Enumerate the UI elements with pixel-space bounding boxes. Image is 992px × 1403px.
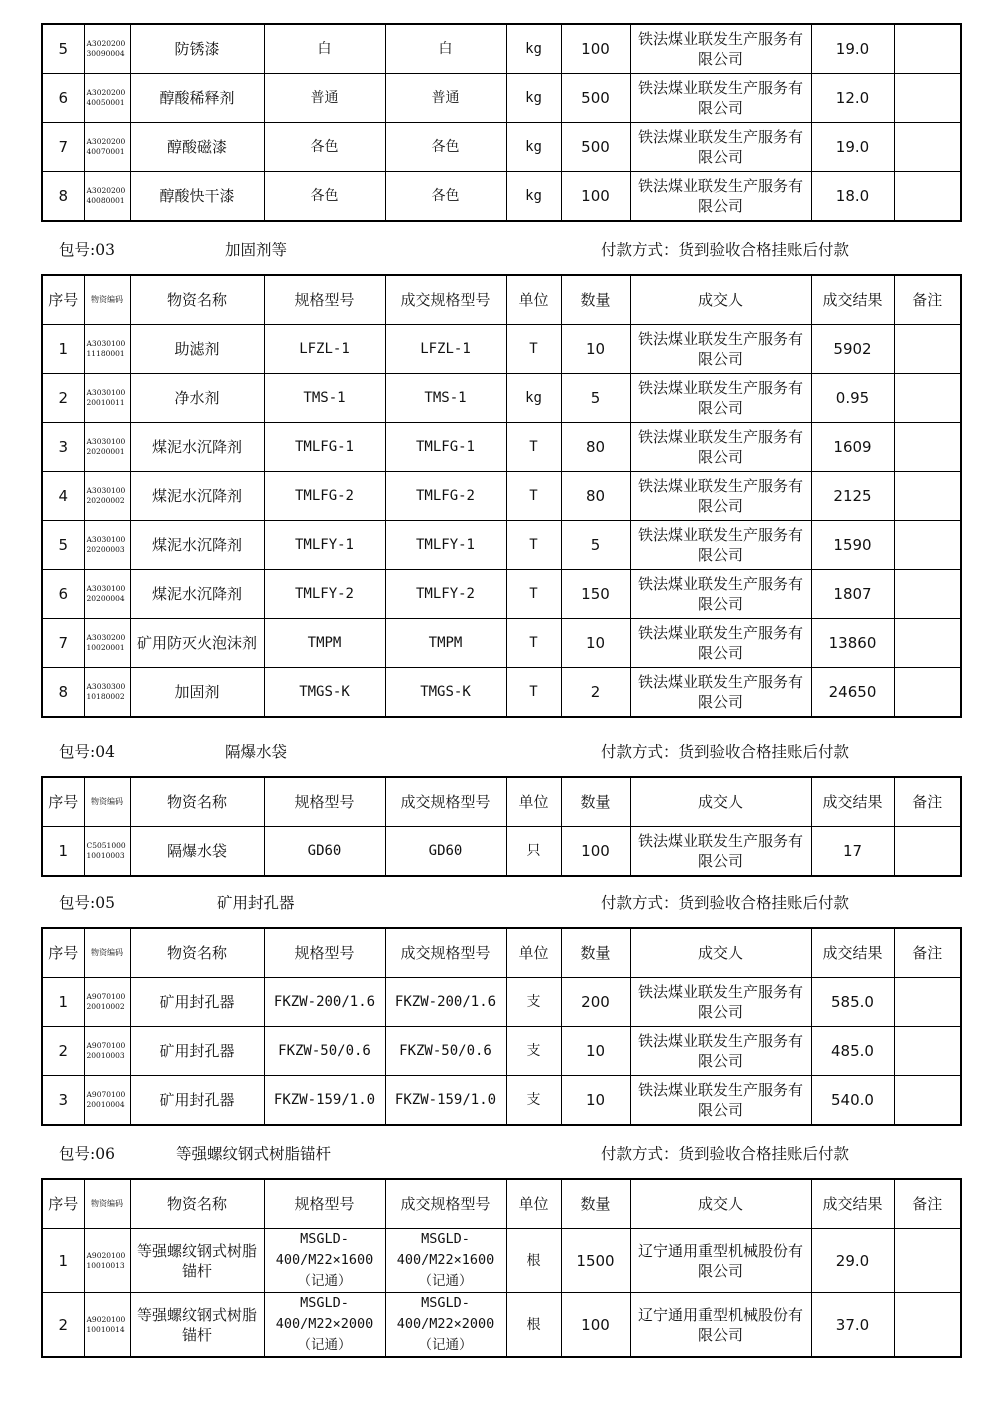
package-title: 矿用封孔器: [217, 894, 295, 912]
remark: [894, 668, 961, 718]
deal-result: 2125: [811, 472, 894, 521]
column-header: 备注: [894, 1179, 961, 1229]
spec-model: TMLFY-2: [264, 570, 385, 619]
quantity: 100: [561, 827, 630, 877]
column-header: 规格型号: [264, 777, 385, 827]
column-header: 数量: [561, 928, 630, 978]
material-name: 煤泥水沉降剂: [130, 521, 264, 570]
materials-table: [41, 274, 962, 718]
remark: [894, 521, 961, 570]
unit: 根: [506, 1229, 561, 1293]
deal-spec-model: TMS-1: [385, 374, 506, 423]
column-header: 成交人: [630, 928, 811, 978]
deal-result: 19.0: [811, 123, 894, 172]
column-header: 成交结果: [811, 275, 894, 325]
spec-model: MSGLD-400/M22×1600（记通）: [264, 1229, 385, 1293]
material-code: A3030100 20200004: [84, 570, 130, 619]
spec-model: TMPM: [264, 619, 385, 668]
material-name: 等强螺纹钢式树脂锚杆: [130, 1229, 264, 1293]
spec-model: GD60: [264, 827, 385, 877]
supplier: 辽宁通用重型机械股份有限公司: [630, 1229, 811, 1293]
spec-model: FKZW-159/1.0: [264, 1076, 385, 1126]
unit: kg: [506, 172, 561, 222]
unit: T: [506, 668, 561, 718]
supplier: 铁法煤业联发生产服务有限公司: [630, 668, 811, 718]
row-number: 5: [42, 521, 84, 570]
spec-model: 各色: [264, 123, 385, 172]
material-code: A3030100 20010011: [84, 374, 130, 423]
deal-spec-model: MSGLD-400/M22×1600（记通）: [385, 1229, 506, 1293]
spec-model: TMLFG-1: [264, 423, 385, 472]
deal-spec-model: 普通: [385, 74, 506, 123]
material-code: A9020100 10010013: [84, 1229, 130, 1293]
column-header: 成交规格型号: [385, 275, 506, 325]
table-row: [42, 24, 961, 74]
deal-result: 540.0: [811, 1076, 894, 1126]
column-header: 单位: [506, 777, 561, 827]
material-code: A3030300 10180002: [84, 668, 130, 718]
remark: [894, 1076, 961, 1126]
column-header: 物资编码: [84, 777, 130, 827]
table-row: [42, 1229, 961, 1293]
spec-model: TMLFG-2: [264, 472, 385, 521]
remark: [894, 619, 961, 668]
deal-result: 12.0: [811, 74, 894, 123]
row-number: 1: [42, 827, 84, 877]
remark: [894, 978, 961, 1027]
material-name: 矿用防灭火泡沫剂: [130, 619, 264, 668]
payment-terms: 付款方式：货到验收合格挂账后付款: [601, 894, 850, 912]
package-number: 包号:03: [59, 241, 115, 259]
deal-spec-model: TMPM: [385, 619, 506, 668]
column-header: 成交结果: [811, 1179, 894, 1229]
unit: T: [506, 325, 561, 374]
supplier: 铁法煤业联发生产服务有限公司: [630, 1027, 811, 1076]
materials-table: [41, 1178, 962, 1358]
remark: [894, 827, 961, 877]
material-code: A9070100 20010002: [84, 978, 130, 1027]
column-header: 物资编码: [84, 1179, 130, 1229]
deal-spec-model: FKZW-200/1.6: [385, 978, 506, 1027]
material-code: A9070100 20010004: [84, 1076, 130, 1126]
unit: T: [506, 521, 561, 570]
column-header: 成交人: [630, 1179, 811, 1229]
material-code: A3030100 20200002: [84, 472, 130, 521]
row-number: 3: [42, 423, 84, 472]
material-name: 隔爆水袋: [130, 827, 264, 877]
deal-spec-model: FKZW-50/0.6: [385, 1027, 506, 1076]
package-header: [59, 742, 939, 762]
column-header: 备注: [894, 777, 961, 827]
materials-table: [41, 23, 962, 222]
material-code: A3020200 40080001: [84, 172, 130, 222]
material-name: 净水剂: [130, 374, 264, 423]
column-header: 物资编码: [84, 275, 130, 325]
column-header: 成交规格型号: [385, 777, 506, 827]
spec-model: TMS-1: [264, 374, 385, 423]
unit: T: [506, 619, 561, 668]
supplier: 辽宁通用重型机械股份有限公司: [630, 1293, 811, 1358]
quantity: 1500: [561, 1229, 630, 1293]
remark: [894, 1229, 961, 1293]
deal-spec-model: GD60: [385, 827, 506, 877]
deal-result: 19.0: [811, 24, 894, 74]
quantity: 80: [561, 423, 630, 472]
material-name: 煤泥水沉降剂: [130, 472, 264, 521]
row-number: 6: [42, 74, 84, 123]
row-number: 2: [42, 374, 84, 423]
remark: [894, 24, 961, 74]
deal-spec-model: 各色: [385, 172, 506, 222]
table-row: [42, 521, 961, 570]
spec-model: TMLFY-1: [264, 521, 385, 570]
payment-terms: 付款方式：货到验收合格挂账后付款: [601, 241, 850, 259]
quantity: 5: [561, 521, 630, 570]
deal-result: 17: [811, 827, 894, 877]
quantity: 10: [561, 1027, 630, 1076]
row-number: 8: [42, 668, 84, 718]
deal-spec-model: TMLFG-2: [385, 472, 506, 521]
package-number: 包号:06: [59, 1145, 115, 1163]
remark: [894, 123, 961, 172]
material-name: 醇酸稀释剂: [130, 74, 264, 123]
deal-result: 5902: [811, 325, 894, 374]
unit: kg: [506, 74, 561, 123]
row-number: 6: [42, 570, 84, 619]
column-header: 成交人: [630, 777, 811, 827]
column-header: 单位: [506, 275, 561, 325]
deal-spec-model: TMLFY-2: [385, 570, 506, 619]
column-header: 物资名称: [130, 777, 264, 827]
supplier: 铁法煤业联发生产服务有限公司: [630, 619, 811, 668]
quantity: 500: [561, 74, 630, 123]
deal-result: 485.0: [811, 1027, 894, 1076]
table-header-row: [42, 275, 961, 325]
package-number: 包号:05: [59, 894, 115, 912]
material-code: A3020200 30090004: [84, 24, 130, 74]
material-name: 煤泥水沉降剂: [130, 570, 264, 619]
quantity: 80: [561, 472, 630, 521]
unit: T: [506, 472, 561, 521]
deal-spec-model: LFZL-1: [385, 325, 506, 374]
package-header: [59, 240, 939, 260]
remark: [894, 74, 961, 123]
row-number: 3: [42, 1076, 84, 1126]
material-code: A3030200 10020001: [84, 619, 130, 668]
remark: [894, 423, 961, 472]
row-number: 8: [42, 172, 84, 222]
column-header: 序号: [42, 275, 84, 325]
table-row: [42, 325, 961, 374]
deal-result: 0.95: [811, 374, 894, 423]
deal-result: 37.0: [811, 1293, 894, 1358]
table-header-row: [42, 777, 961, 827]
supplier: 铁法煤业联发生产服务有限公司: [630, 570, 811, 619]
supplier: 铁法煤业联发生产服务有限公司: [630, 123, 811, 172]
spec-model: 普通: [264, 74, 385, 123]
column-header: 成交结果: [811, 928, 894, 978]
package-title: 隔爆水袋: [225, 743, 288, 761]
table-header-row: [42, 928, 961, 978]
supplier: 铁法煤业联发生产服务有限公司: [630, 521, 811, 570]
column-header: 物资名称: [130, 275, 264, 325]
deal-result: 18.0: [811, 172, 894, 222]
material-name: 加固剂: [130, 668, 264, 718]
material-code: C5051000 10010003: [84, 827, 130, 877]
table-row: [42, 172, 961, 222]
material-code: A3030100 20200001: [84, 423, 130, 472]
material-name: 等强螺纹钢式树脂锚杆: [130, 1293, 264, 1358]
package-header: [59, 1144, 939, 1164]
material-name: 矿用封孔器: [130, 978, 264, 1027]
remark: [894, 472, 961, 521]
unit: kg: [506, 123, 561, 172]
package-title: 加固剂等: [225, 241, 288, 259]
deal-result: 1807: [811, 570, 894, 619]
column-header: 序号: [42, 1179, 84, 1229]
table-row: [42, 1076, 961, 1126]
table-row: [42, 1293, 961, 1358]
row-number: 7: [42, 123, 84, 172]
deal-spec-model: FKZW-159/1.0: [385, 1076, 506, 1126]
table-header-row: [42, 1179, 961, 1229]
unit: 只: [506, 827, 561, 877]
deal-result: 1609: [811, 423, 894, 472]
column-header: 规格型号: [264, 275, 385, 325]
table-row: [42, 423, 961, 472]
supplier: 铁法煤业联发生产服务有限公司: [630, 1076, 811, 1126]
table-row: [42, 827, 961, 877]
remark: [894, 374, 961, 423]
package-header: [59, 893, 939, 913]
supplier: 铁法煤业联发生产服务有限公司: [630, 172, 811, 222]
quantity: 100: [561, 24, 630, 74]
column-header: 序号: [42, 928, 84, 978]
deal-result: 13860: [811, 619, 894, 668]
spec-model: FKZW-50/0.6: [264, 1027, 385, 1076]
row-number: 5: [42, 24, 84, 74]
quantity: 10: [561, 325, 630, 374]
column-header: 物资名称: [130, 1179, 264, 1229]
quantity: 2: [561, 668, 630, 718]
table-row: [42, 1027, 961, 1076]
table-row: [42, 123, 961, 172]
unit: kg: [506, 24, 561, 74]
row-number: 4: [42, 472, 84, 521]
deal-spec-model: TMLFY-1: [385, 521, 506, 570]
column-header: 数量: [561, 777, 630, 827]
column-header: 数量: [561, 1179, 630, 1229]
column-header: 成交结果: [811, 777, 894, 827]
supplier: 铁法煤业联发生产服务有限公司: [630, 472, 811, 521]
material-name: 矿用封孔器: [130, 1076, 264, 1126]
payment-terms: 付款方式：货到验收合格挂账后付款: [601, 1145, 850, 1163]
row-number: 1: [42, 1229, 84, 1293]
material-code: A3020200 40050001: [84, 74, 130, 123]
material-name: 矿用封孔器: [130, 1027, 264, 1076]
remark: [894, 1293, 961, 1358]
column-header: 备注: [894, 275, 961, 325]
unit: kg: [506, 374, 561, 423]
column-header: 单位: [506, 1179, 561, 1229]
table-row: [42, 74, 961, 123]
remark: [894, 1027, 961, 1076]
unit: 支: [506, 1027, 561, 1076]
materials-table: [41, 927, 962, 1126]
quantity: 500: [561, 123, 630, 172]
column-header: 备注: [894, 928, 961, 978]
materials-table: [41, 776, 962, 877]
supplier: 铁法煤业联发生产服务有限公司: [630, 374, 811, 423]
supplier: 铁法煤业联发生产服务有限公司: [630, 24, 811, 74]
remark: [894, 325, 961, 374]
deal-spec-model: MSGLD-400/M22×2000（记通）: [385, 1293, 506, 1358]
deal-result: 29.0: [811, 1229, 894, 1293]
material-name: 助滤剂: [130, 325, 264, 374]
material-name: 防锈漆: [130, 24, 264, 74]
supplier: 铁法煤业联发生产服务有限公司: [630, 978, 811, 1027]
unit: T: [506, 570, 561, 619]
quantity: 10: [561, 619, 630, 668]
column-header: 序号: [42, 777, 84, 827]
spec-model: LFZL-1: [264, 325, 385, 374]
supplier: 铁法煤业联发生产服务有限公司: [630, 74, 811, 123]
spec-model: 各色: [264, 172, 385, 222]
column-header: 物资名称: [130, 928, 264, 978]
column-header: 规格型号: [264, 1179, 385, 1229]
table-row: [42, 472, 961, 521]
unit: 支: [506, 1076, 561, 1126]
quantity: 10: [561, 1076, 630, 1126]
material-code: A3030100 11180001: [84, 325, 130, 374]
row-number: 1: [42, 325, 84, 374]
spec-model: FKZW-200/1.6: [264, 978, 385, 1027]
table-row: [42, 978, 961, 1027]
column-header: 单位: [506, 928, 561, 978]
column-header: 成交规格型号: [385, 928, 506, 978]
material-name: 醇酸磁漆: [130, 123, 264, 172]
material-name: 煤泥水沉降剂: [130, 423, 264, 472]
row-number: 2: [42, 1027, 84, 1076]
column-header: 数量: [561, 275, 630, 325]
table-row: [42, 668, 961, 718]
payment-terms: 付款方式：货到验收合格挂账后付款: [601, 743, 850, 761]
unit: 根: [506, 1293, 561, 1358]
deal-spec-model: 白: [385, 24, 506, 74]
quantity: 100: [561, 1293, 630, 1358]
table-row: [42, 570, 961, 619]
spec-model: MSGLD-400/M22×2000（记通）: [264, 1293, 385, 1358]
deal-result: 585.0: [811, 978, 894, 1027]
row-number: 7: [42, 619, 84, 668]
column-header: 成交规格型号: [385, 1179, 506, 1229]
quantity: 200: [561, 978, 630, 1027]
spec-model: TMGS-K: [264, 668, 385, 718]
remark: [894, 172, 961, 222]
package-title: 等强螺纹钢式树脂锚杆: [176, 1145, 332, 1163]
table-row: [42, 374, 961, 423]
deal-result: 24650: [811, 668, 894, 718]
deal-spec-model: TMLFG-1: [385, 423, 506, 472]
remark: [894, 570, 961, 619]
column-header: 规格型号: [264, 928, 385, 978]
deal-result: 1590: [811, 521, 894, 570]
material-name: 醇酸快干漆: [130, 172, 264, 222]
supplier: 铁法煤业联发生产服务有限公司: [630, 423, 811, 472]
unit: T: [506, 423, 561, 472]
column-header: 成交人: [630, 275, 811, 325]
material-code: A9020100 10010014: [84, 1293, 130, 1358]
quantity: 150: [561, 570, 630, 619]
spec-model: 白: [264, 24, 385, 74]
table-row: [42, 619, 961, 668]
unit: 支: [506, 978, 561, 1027]
package-number: 包号:04: [59, 743, 115, 761]
deal-spec-model: 各色: [385, 123, 506, 172]
material-code: A3030100 20200003: [84, 521, 130, 570]
material-code: A9070100 20010003: [84, 1027, 130, 1076]
row-number: 1: [42, 978, 84, 1027]
material-code: A3020200 40070001: [84, 123, 130, 172]
quantity: 100: [561, 172, 630, 222]
column-header: 物资编码: [84, 928, 130, 978]
deal-spec-model: TMGS-K: [385, 668, 506, 718]
supplier: 铁法煤业联发生产服务有限公司: [630, 325, 811, 374]
supplier: 铁法煤业联发生产服务有限公司: [630, 827, 811, 877]
row-number: 2: [42, 1293, 84, 1358]
quantity: 5: [561, 374, 630, 423]
